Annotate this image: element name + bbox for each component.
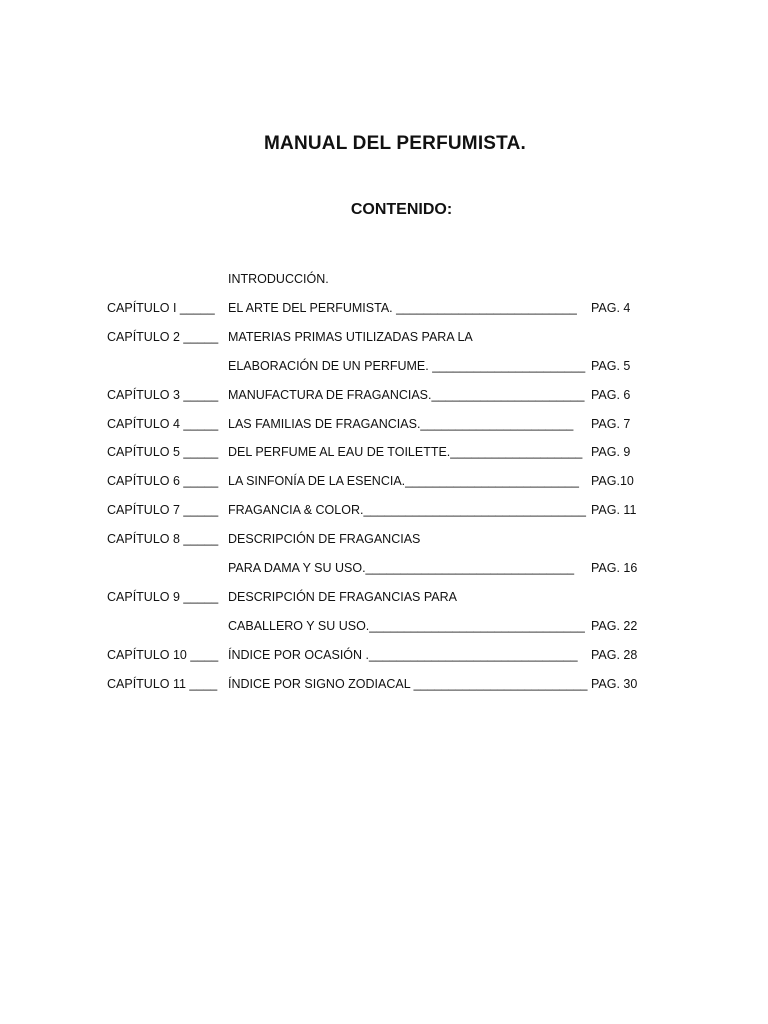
- toc-page-number: PAG.10: [591, 474, 634, 489]
- contents-heading: CONTENIDO:: [350, 201, 453, 218]
- toc-page-number: PAG. 30: [591, 676, 638, 691]
- toc-chapter-label: CAPÍTULO 9 _____: [107, 589, 219, 604]
- toc-page-number: PAG. 11: [591, 503, 637, 518]
- toc-entry-title: DESCRIPCIÓN DE FRAGANCIAS PARA: [228, 589, 457, 604]
- toc-entry-title: MATERIAS PRIMAS UTILIZADAS PARA LA: [228, 329, 473, 344]
- toc-page-number: PAG. 9: [591, 445, 631, 460]
- toc-entry-title: LA SINFONÍA DE LA ESENCIA._________________________: [228, 474, 579, 489]
- toc-entry-title: ÍNDICE POR SIGNO ZODIACAL _________________________: [228, 676, 588, 691]
- toc-page-number: PAG. 4: [591, 300, 631, 315]
- toc-chapter-label: CAPÍTULO I _____: [107, 300, 215, 315]
- toc-entry-title: DEL PERFUME AL EAU DE TOILETTE.___________________: [228, 445, 583, 460]
- toc-chapter-label: CAPÍTULO 6 _____: [107, 474, 219, 489]
- toc-page-number: PAG. 16: [591, 561, 638, 575]
- toc-entry-title: INTRODUCCIÓN.: [228, 272, 329, 286]
- toc-page-number: PAG. 5: [591, 358, 631, 373]
- toc-entry-title: FRAGANCIA & COLOR.________________________________: [228, 503, 586, 518]
- toc-page-number: PAG. 7: [591, 416, 631, 431]
- toc-entry-title: ÍNDICE POR OCASIÓN .______________________________: [228, 647, 578, 662]
- toc-entry-title: LAS FAMILIAS DE FRAGANCIAS.______________________: [228, 416, 574, 431]
- toc-entry-title: ELABORACIÓN DE UN PERFUME. ______________________: [228, 358, 586, 373]
- toc-page-number: PAG. 22: [591, 618, 638, 633]
- toc-chapter-label: CAPÍTULO 8 _____: [107, 532, 219, 547]
- toc-page-number: PAG. 6: [591, 387, 631, 402]
- toc-chapter-label: CAPÍTULO 11 ____: [107, 676, 218, 691]
- toc-chapter-label: CAPÍTULO 3 _____: [107, 387, 219, 402]
- toc-page-number: PAG. 28: [591, 647, 638, 662]
- toc-entry-title: CABALLERO Y SU USO._______________________________: [228, 618, 585, 633]
- document-title: MANUAL DEL PERFUMISTA.: [264, 133, 526, 154]
- toc-entry-title: MANUFACTURA DE FRAGANCIAS.______________________: [228, 387, 585, 402]
- toc-chapter-label: CAPÍTULO 5 _____: [107, 445, 219, 460]
- toc-chapter-label: CAPÍTULO 10 ____: [107, 647, 219, 662]
- toc-entry-title: PARA DAMA Y SU USO.______________________________: [228, 561, 575, 575]
- toc-chapter-label: CAPÍTULO 4 _____: [107, 416, 219, 431]
- toc-chapter-label: CAPÍTULO 2 _____: [107, 329, 219, 344]
- toc-entry-title: DESCRIPCIÓN DE FRAGANCIAS: [228, 532, 421, 547]
- toc-chapter-label: CAPÍTULO 7 _____: [107, 503, 219, 518]
- toc-entry-title: EL ARTE DEL PERFUMISTA. __________________________: [228, 300, 577, 315]
